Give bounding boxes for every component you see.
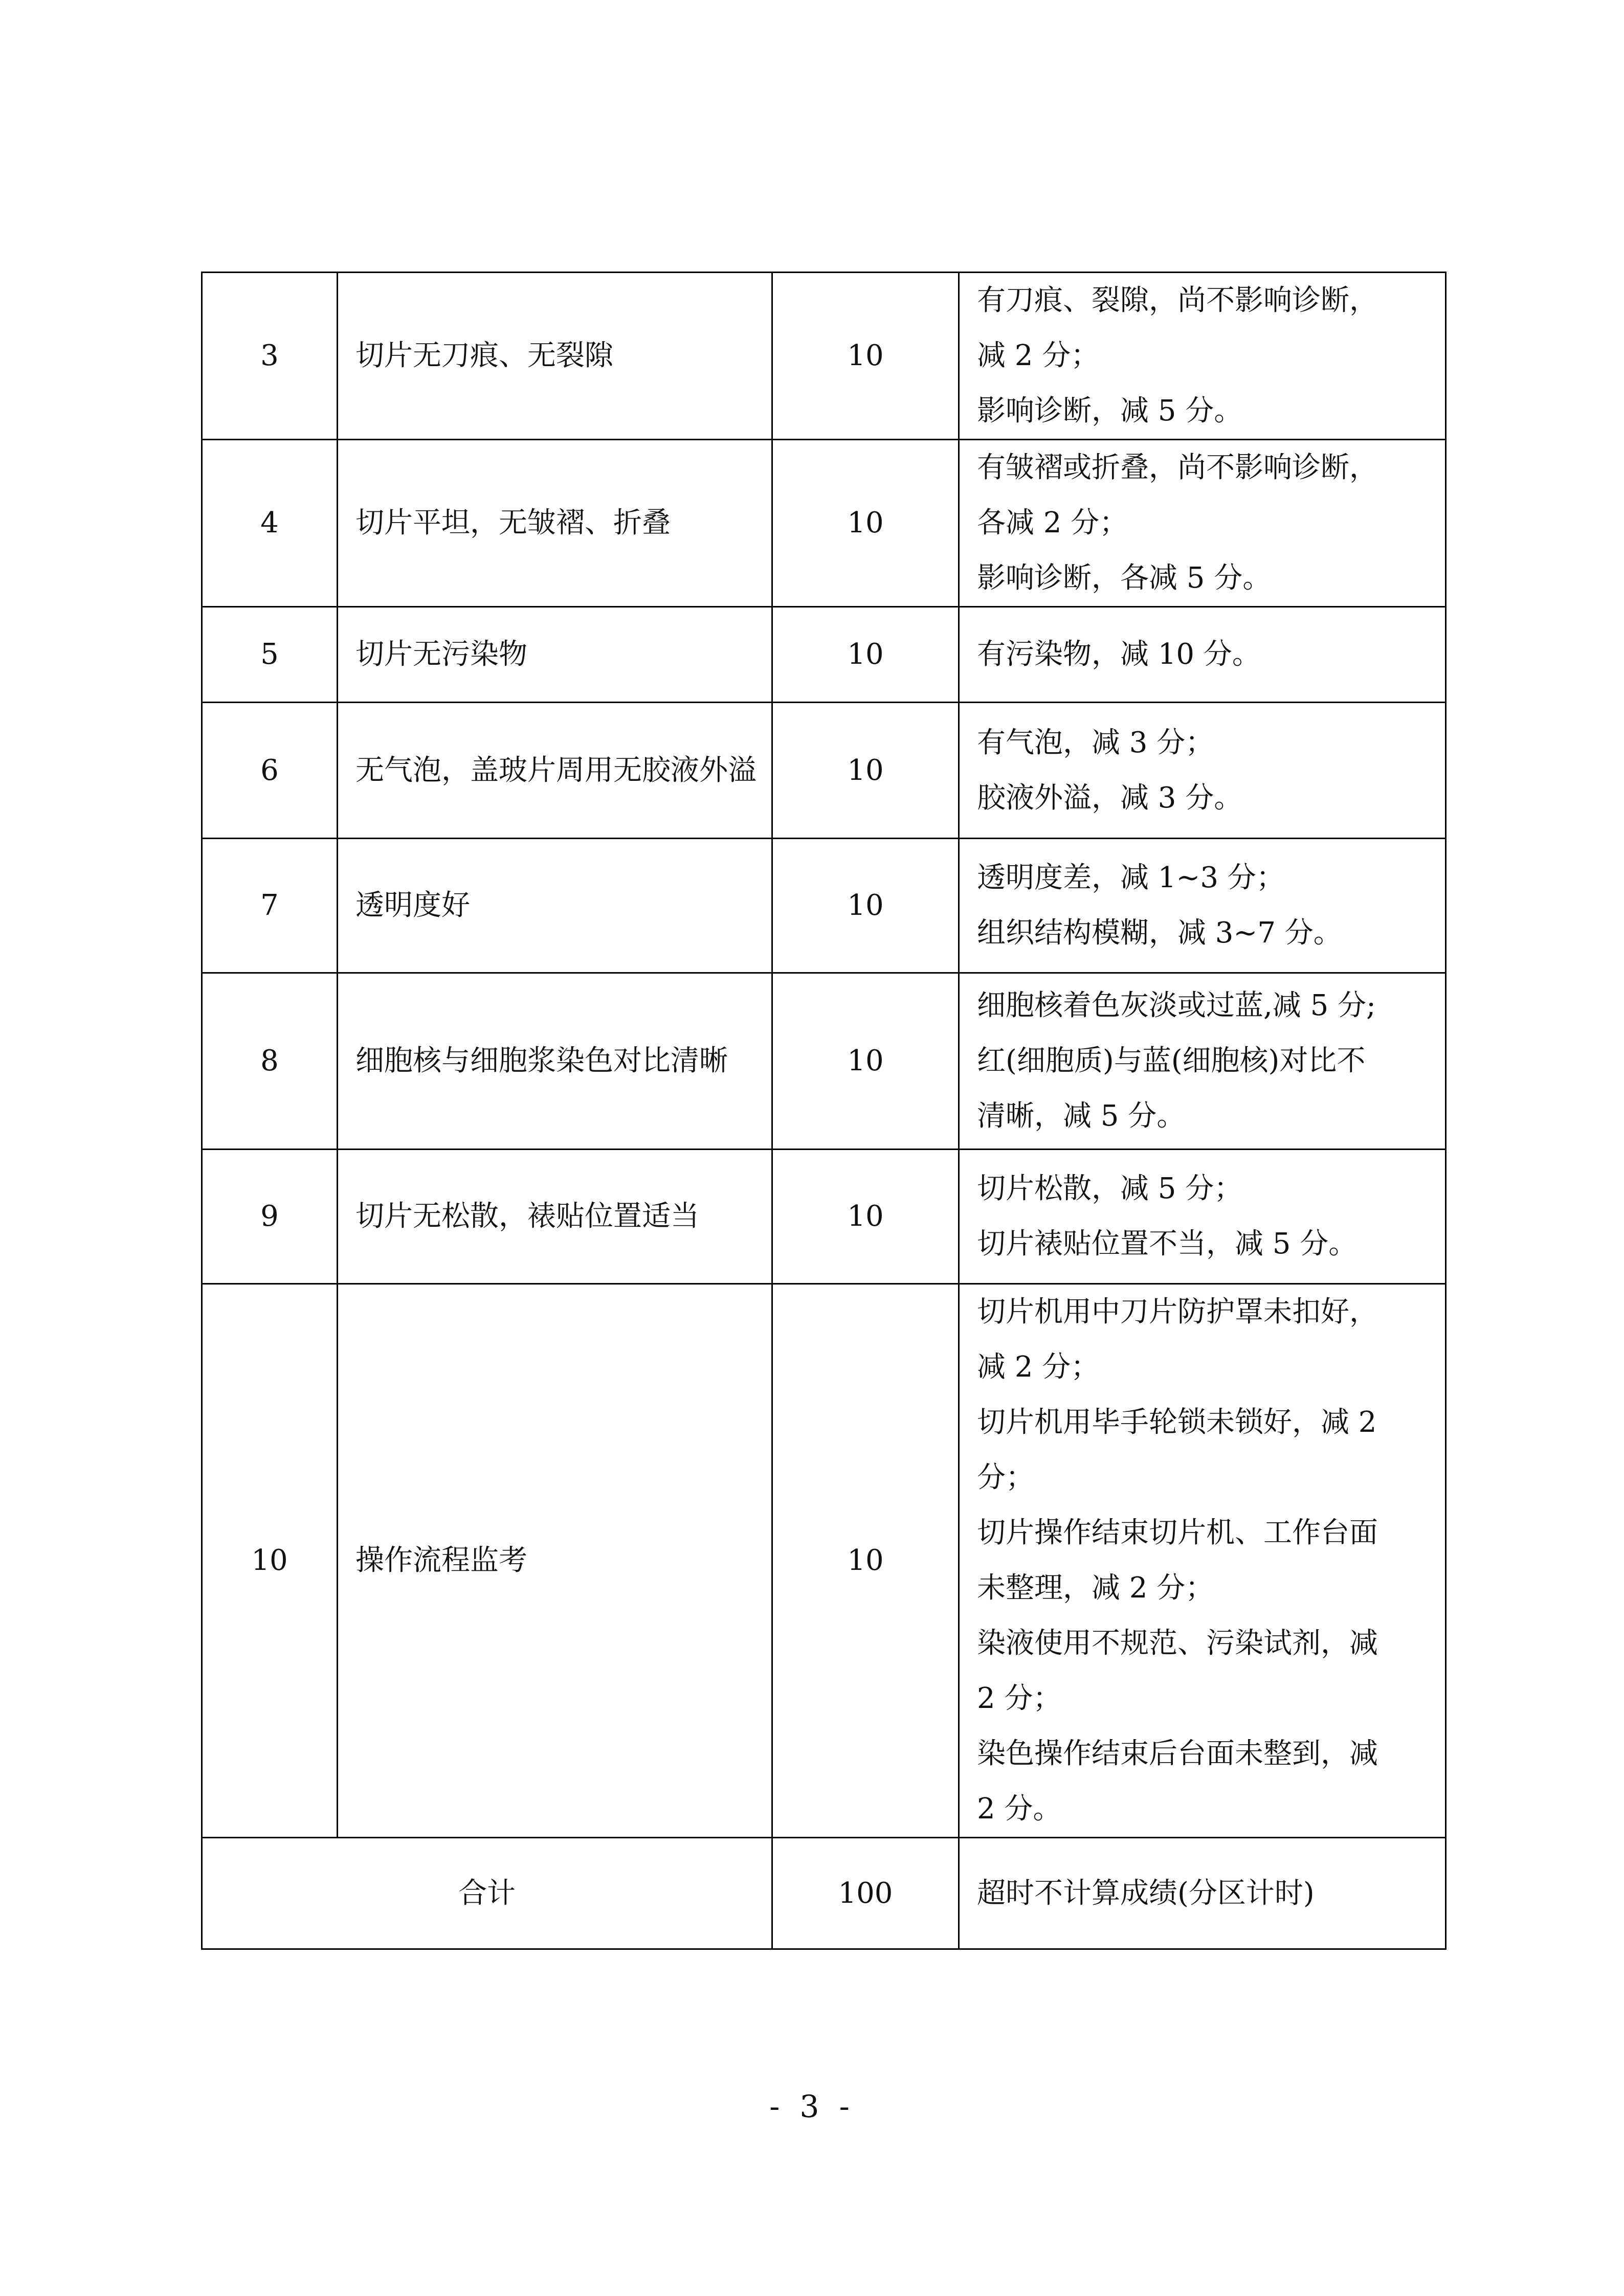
deduction-rules: [959, 1284, 1446, 1838]
page-number: - 3 -: [769, 2089, 855, 2125]
total-label: 合计: [202, 1838, 772, 1949]
item-criterion: 切片无刀痕、无裂隙: [338, 273, 772, 440]
item-score: 10: [772, 703, 959, 839]
item-number: 6: [202, 703, 338, 839]
deduction-line: 减 2 分；: [977, 1350, 1100, 1384]
item-score: 10: [772, 839, 959, 973]
item-score: 10: [772, 273, 959, 440]
item-score: 10: [772, 440, 959, 607]
deduction-rules: [959, 703, 1446, 839]
deduction-line: 影响诊断，减 5 分。: [977, 394, 1243, 427]
deduction-rules: [959, 839, 1446, 973]
item-number: 7: [202, 839, 338, 973]
deduction-line: 未整理，减 2 分；: [977, 1571, 1214, 1605]
deduction-line: 透明度差，减 1~3 分；: [977, 861, 1285, 894]
deduction-rules: [959, 440, 1446, 607]
table-row: [202, 273, 1446, 440]
scoring-table: [201, 272, 1447, 1950]
deduction-line: 有刀痕、裂隙，尚不影响诊断，: [977, 284, 1378, 317]
deduction-line: 2 分。: [977, 1792, 1062, 1826]
total-score: 100: [772, 1838, 959, 1949]
deduction-line: 分；: [977, 1461, 1034, 1494]
deduction-line: 组织结构模糊，减 3~7 分。: [977, 916, 1342, 950]
item-score: 10: [772, 1150, 959, 1284]
item-number: 4: [202, 440, 338, 607]
table-row: [202, 839, 1446, 973]
item-number: 9: [202, 1150, 338, 1284]
deduction-line: 有皱褶或折叠，尚不影响诊断，: [977, 451, 1378, 484]
item-score: 10: [772, 973, 959, 1150]
deduction-line: 影响诊断，各减 5 分。: [977, 561, 1272, 595]
item-criterion: 操作流程监考: [338, 1284, 772, 1838]
total-row: [202, 1838, 1446, 1949]
deduction-line: 各减 2 分；: [977, 506, 1128, 539]
item-number: 3: [202, 273, 338, 440]
deduction-line: 染液使用不规范、污染试剂，减: [977, 1627, 1378, 1660]
table-row: [202, 607, 1446, 703]
item-score: 10: [772, 607, 959, 703]
deduction-line: 细胞核着色灰淡或过蓝,减 5 分;: [977, 989, 1376, 1022]
item-number: 10: [202, 1284, 338, 1838]
deduction-line: 2 分；: [977, 1682, 1062, 1715]
deduction-line: 切片松散，减 5 分；: [977, 1172, 1243, 1205]
deduction-line: 减 2 分；: [977, 339, 1100, 372]
deduction-line: 胶液外溢，减 3 分。: [977, 781, 1243, 815]
table-row: [202, 1150, 1446, 1284]
table-row: [202, 973, 1446, 1150]
table-row: [202, 703, 1446, 839]
deduction-rules: [959, 607, 1446, 703]
item-number: 8: [202, 973, 338, 1150]
deduction-line: 切片机用毕手轮锁未锁好，减 2: [977, 1406, 1377, 1439]
deduction-line: 染色操作结束后台面未整到，减: [977, 1737, 1378, 1770]
item-criterion: 切片无污染物: [338, 607, 772, 703]
table-row: [202, 1284, 1446, 1838]
deduction-line: 有气泡，减 3 分；: [977, 726, 1214, 759]
item-criterion: 无气泡，盖玻片周用无胶液外溢: [338, 703, 772, 839]
item-criterion: 切片平坦，无皱褶、折叠: [338, 440, 772, 607]
deduction-line: 切片裱贴位置不当，减 5 分。: [977, 1227, 1358, 1260]
item-number: 5: [202, 607, 338, 703]
deduction-line: 清晰，减 5 分。: [977, 1099, 1186, 1133]
deduction-rules: [959, 273, 1446, 440]
item-score: 10: [772, 1284, 959, 1838]
deduction-line: 切片机用中刀片防护罩未扣好，: [977, 1295, 1378, 1329]
deduction-rules: [959, 1150, 1446, 1284]
total-note: 超时不计算成绩(分区计时): [959, 1838, 1446, 1949]
item-criterion: 切片无松散，裱贴位置适当: [338, 1150, 772, 1284]
deduction-rules: [959, 973, 1446, 1150]
deduction-line: 切片操作结束切片机、工作台面: [977, 1516, 1378, 1549]
deduction-line: 有污染物，减 10 分。: [977, 638, 1261, 671]
item-criterion: 透明度好: [338, 839, 772, 973]
item-criterion: 细胞核与细胞浆染色对比清晰: [338, 973, 772, 1150]
table-row: [202, 440, 1446, 607]
deduction-line: 红(细胞质)与蓝(细胞核)对比不: [977, 1044, 1366, 1077]
